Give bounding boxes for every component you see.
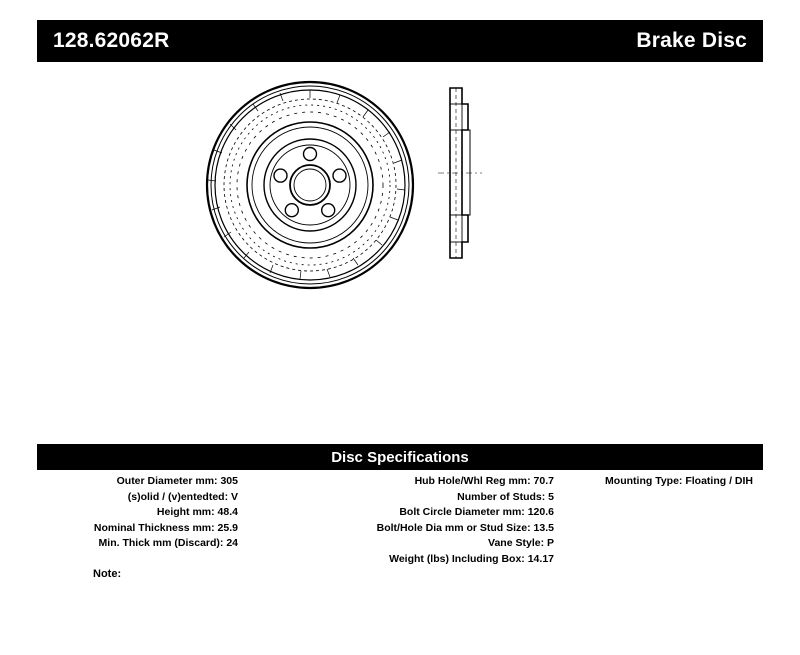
rotor-front-view bbox=[207, 82, 413, 288]
spec-item: Min. Thick mm (Discard): 24 bbox=[98, 537, 238, 549]
product-type-label: Brake Disc bbox=[636, 29, 747, 52]
spec-item: Bolt/Hole Dia mm or Stud Size: 13.5 bbox=[376, 521, 554, 534]
spec-item: Outer Diameter mm: 305 bbox=[116, 475, 238, 487]
spec-item: Mounting Type: Floating / DIH bbox=[605, 475, 753, 487]
note-row bbox=[37, 568, 763, 580]
spec-item: Height mm: 48.4 bbox=[156, 506, 238, 518]
spec-item: Bolt Circle Diameter mm: 120.6 bbox=[399, 506, 554, 518]
product-drawing bbox=[37, 70, 763, 430]
spec-item: Number of Studs: 5 bbox=[457, 490, 554, 503]
spec-table bbox=[37, 474, 763, 567]
spec-item: Vane Style: P bbox=[488, 537, 554, 549]
spec-item: (s)olid / (v)entedted: V bbox=[127, 490, 238, 503]
part-number: 128.62062R bbox=[53, 29, 170, 52]
spec-item: Hub Hole/Whl Reg mm: 70.7 bbox=[414, 475, 554, 487]
spec-column-left bbox=[37, 474, 242, 552]
rotor-side-view bbox=[438, 88, 482, 258]
spec-column-middle bbox=[242, 474, 562, 567]
spec-column-right bbox=[562, 474, 763, 490]
spec-item: Nominal Thickness mm: 25.9 bbox=[93, 521, 238, 534]
header-bar bbox=[37, 20, 763, 62]
spec-title: Disc Specifications bbox=[331, 448, 469, 466]
spec-title-bar bbox=[37, 444, 763, 470]
spec-item: Weight (lbs) Including Box: 14.17 bbox=[389, 552, 554, 565]
note-label: Note: bbox=[93, 568, 122, 580]
rotor-technical-drawing bbox=[150, 70, 650, 370]
